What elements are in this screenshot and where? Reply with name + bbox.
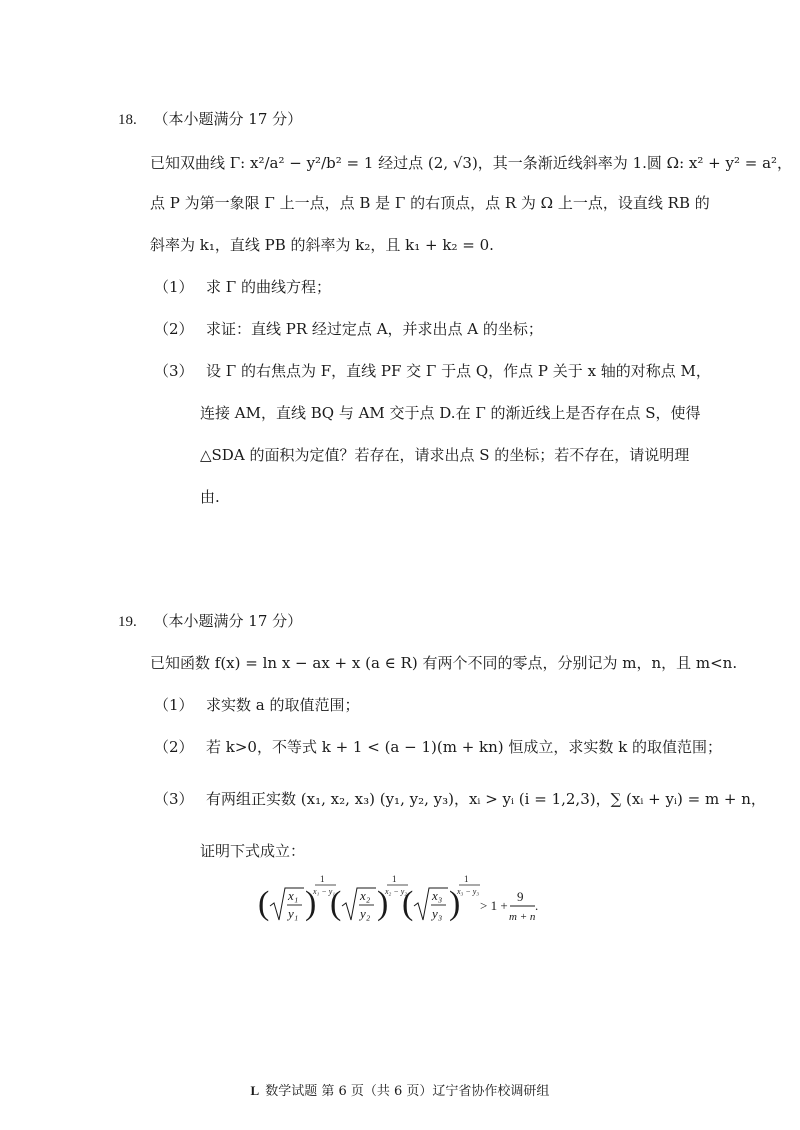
- formula-fraction-numerator: 9: [517, 889, 524, 904]
- ratio-3-denominator: y₃: [432, 906, 443, 921]
- svg-text:): ): [305, 885, 317, 922]
- part-text: 若 k>0，不等式 k + 1 < (a − 1)(m + kn) 恒成立，求实数 k 的取值范围；: [206, 738, 723, 756]
- q18-stem-line-2: 点 P 为第一象限 Γ 上一点，点 B 是 Γ 的右顶点，点 R 为 Ω 上一点，设直线 RB 的: [150, 194, 710, 212]
- svg-text:(: (: [258, 885, 270, 922]
- q19-part-2: [154, 736, 722, 757]
- exp-3-top: 1: [464, 874, 469, 884]
- ratio-2-numerator: x₂: [360, 888, 371, 903]
- exp-1-bottom: x₁ − y₁: [313, 887, 336, 896]
- q18-part-3-line-2: 连接 AM，直线 BQ 与 AM 交于点 D.在 Γ 的渐近线上是否存在点 S，使得: [200, 404, 701, 422]
- question-18-header: [118, 108, 302, 129]
- part-label: （1）: [154, 278, 194, 296]
- exp-2-top: 1: [392, 874, 397, 884]
- footer-text: 数学试题 第 6 页（共 6 页）辽宁省协作校调研组: [265, 1084, 550, 1099]
- formula-fraction-denominator: m + n: [509, 911, 536, 923]
- svg-text:(: (: [402, 885, 414, 922]
- question-number: 19.: [118, 614, 137, 630]
- part-text: 有两组正实数 (x₁, x₂, x₃) (y₁, y₂, y₃)，xᵢ > yᵢ (i = 1,2,3)，∑ (xᵢ + yᵢ) = m + n，: [206, 790, 766, 808]
- question-points: （本小题满分 17 分）: [153, 612, 303, 630]
- exp-3-bottom: x₃ − y₃: [457, 887, 480, 896]
- q18-part-3-line-4: 由.: [200, 488, 220, 506]
- ratio-1-denominator: y₁: [288, 906, 299, 921]
- radical-term-2: [330, 874, 408, 922]
- radical-term-1: [258, 874, 336, 922]
- svg-text:): ): [449, 885, 461, 922]
- formula-period: .: [535, 898, 538, 913]
- ratio-1-numerator: x₁: [288, 888, 299, 903]
- footer-badge: L: [250, 1083, 260, 1098]
- part-text: 求证：直线 PR 经过定点 A，并求出点 A 的坐标；: [206, 320, 543, 338]
- q18-part-3: [154, 360, 711, 381]
- svg-text:): ): [377, 885, 389, 922]
- ratio-2-denominator: y₂: [360, 906, 371, 921]
- q19-stem: 已知函数 f(x) = ln x − ax + x (a ∈ R) 有两个不同的零点，分别记为 m，n，且 m<n.: [150, 654, 738, 672]
- part-label: （3）: [154, 362, 194, 380]
- exp-2-bottom: x₂ − y₂: [385, 887, 408, 896]
- ratio-3-numerator: x₃: [432, 888, 443, 903]
- formula-gt-one-plus: > 1 +: [480, 898, 508, 913]
- q19-part-1: [154, 694, 359, 715]
- question-number: 18.: [118, 112, 137, 128]
- question-points: （本小题满分 17 分）: [153, 110, 303, 128]
- question-19-header: [118, 610, 302, 631]
- radical-term-3: [402, 874, 480, 922]
- part-label: （2）: [154, 320, 194, 338]
- q18-part-2: [154, 318, 543, 339]
- inequality-formula: [258, 870, 538, 940]
- part-text: 设 Γ 的右焦点为 F，直线 PF 交 Γ 于点 Q，作点 P 关于 x 轴的对称点 M，: [206, 362, 711, 380]
- part-label: （1）: [154, 696, 194, 714]
- part-label: （2）: [154, 738, 194, 756]
- q18-stem-line-1: 已知双曲线 Γ: x²/a² − y²/b² = 1 经过点 (2, √3)，其一条渐近线斜率为 1.圆 Ω: x² + y² = a²，: [150, 154, 793, 172]
- q18-stem-line-3: 斜率为 k₁，直线 PB 的斜率为 k₂，且 k₁ + k₂ = 0.: [150, 236, 494, 254]
- q19-part-3-line-2: 证明下式成立：: [200, 842, 306, 860]
- q18-part-1: [154, 276, 331, 297]
- q18-part-3-line-3: △SDA 的面积为定值？若存在，请求出点 S 的坐标；若不存在，请说明理: [200, 446, 690, 464]
- part-text: 求实数 a 的取值范围；: [206, 696, 360, 714]
- svg-text:(: (: [330, 885, 342, 922]
- q19-part-3: [154, 788, 766, 809]
- exp-1-top: 1: [320, 874, 325, 884]
- part-label: （3）: [154, 790, 194, 808]
- page-footer: [0, 1080, 800, 1099]
- part-text: 求 Γ 的曲线方程；: [206, 278, 331, 296]
